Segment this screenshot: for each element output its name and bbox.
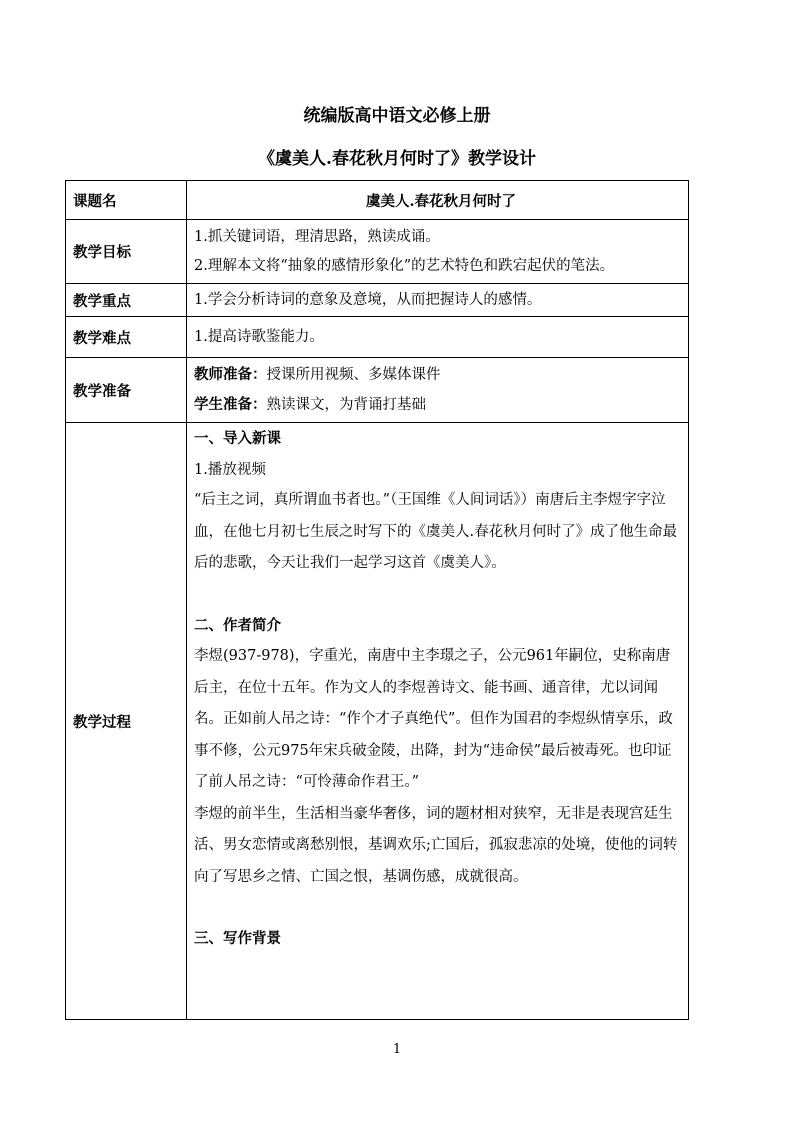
key-points-content: [187, 284, 689, 317]
objective-item: 2.理解本文将“抽象的感情形象化”的艺术特色和跌宕起伏的笔法。: [194, 257, 615, 274]
section-author-paragraph-1: 李煜(937-978)，字重光，南唐中主李璟之子，公元961年嗣位，史称南唐后主，在位十五年。作为文人的李煜善诗文、能书画、通音律，尤以词闻名。正如前人吊之诗：“作个才子真绝代”。但作为国君的李煜纵情享乐，政事不修，公元975年宋兵破金陵，出降，封为“违命侯”最后被毒死。也印证了前人吊之诗：“可怜薄命作君王。”: [194, 648, 673, 790]
section-heading-author: 二、作者简介: [194, 616, 281, 634]
preparation-label: 教学准备: [66, 358, 187, 423]
section-heading-background: 三、写作背景: [194, 930, 281, 947]
objective-item: 1.抓关键词语，理清思路，熟读成诵。: [194, 228, 440, 245]
preparation-content: [187, 358, 689, 423]
paragraph-gap: [194, 580, 688, 611]
objectives-content: [187, 220, 689, 284]
student-preparation-label: 学生准备：: [194, 396, 267, 413]
lesson-plan-table: [65, 180, 689, 1020]
process-label: 教学过程: [66, 423, 187, 1020]
topic-label: 课题名: [66, 181, 187, 220]
key-point-item: 1.学会分析诗词的意象及意境，从而把握诗人的感情。: [194, 291, 542, 308]
teacher-preparation: [194, 360, 688, 390]
table-row-objectives: [66, 220, 689, 284]
teacher-preparation-label: 教师准备：: [194, 366, 267, 383]
key-points-label: 教学重点: [66, 284, 187, 317]
page-number: 1: [392, 1042, 402, 1057]
table-row-preparation: [66, 358, 689, 423]
difficulties-label: 教学难点: [66, 317, 187, 358]
table-row-difficulties: [66, 317, 689, 358]
table-row-key-points: [66, 284, 689, 317]
difficulty-item: 1.提高诗歌鉴能力。: [194, 328, 324, 345]
section-heading-intro: 一、导入新课: [194, 430, 281, 447]
document-subtitle: 《虞美人.春花秋月何时了》教学设计: [258, 149, 536, 169]
table-row-topic: [66, 181, 689, 220]
table-row-process: [66, 423, 689, 1020]
section-author-paragraph-2: 李煜的前半生，生活相当豪华奢侈，词的题材相对狭窄，无非是表现宫廷生活、男女恋情或离愁别恨，基调欢乐;亡国后，孤寂悲凉的处境，使他的词转向了写思乡之情、亡国之恨，基调伤感，成就很高。: [194, 805, 678, 885]
section-intro-paragraph: “后主之词，真所谓血书者也。”（王国维《人间词话》）南唐后主李煜字字泣血，在他七月初七生辰之时写下的《虞美人.春花秋月何时了》成了他生命最后的悲歌，今天让我们一起学习这首《虞美人》。: [194, 492, 678, 571]
topic-value: [187, 181, 689, 220]
section-intro-item: 1.播放视频: [194, 461, 266, 478]
difficulties-content: [187, 317, 689, 358]
topic-value-text: 虞美人.春花秋月何时了: [365, 192, 517, 210]
student-preparation-text: 熟读课文，为背诵打基础: [266, 397, 426, 413]
process-content: [187, 423, 689, 1020]
objectives-label: 教学目标: [66, 220, 187, 284]
teacher-preparation-text: 授课所用视频、多媒体课件: [266, 367, 441, 383]
student-preparation: [194, 390, 688, 420]
document-title: 统编版高中语文必修上册: [303, 106, 491, 126]
paragraph-gap: [194, 893, 688, 924]
